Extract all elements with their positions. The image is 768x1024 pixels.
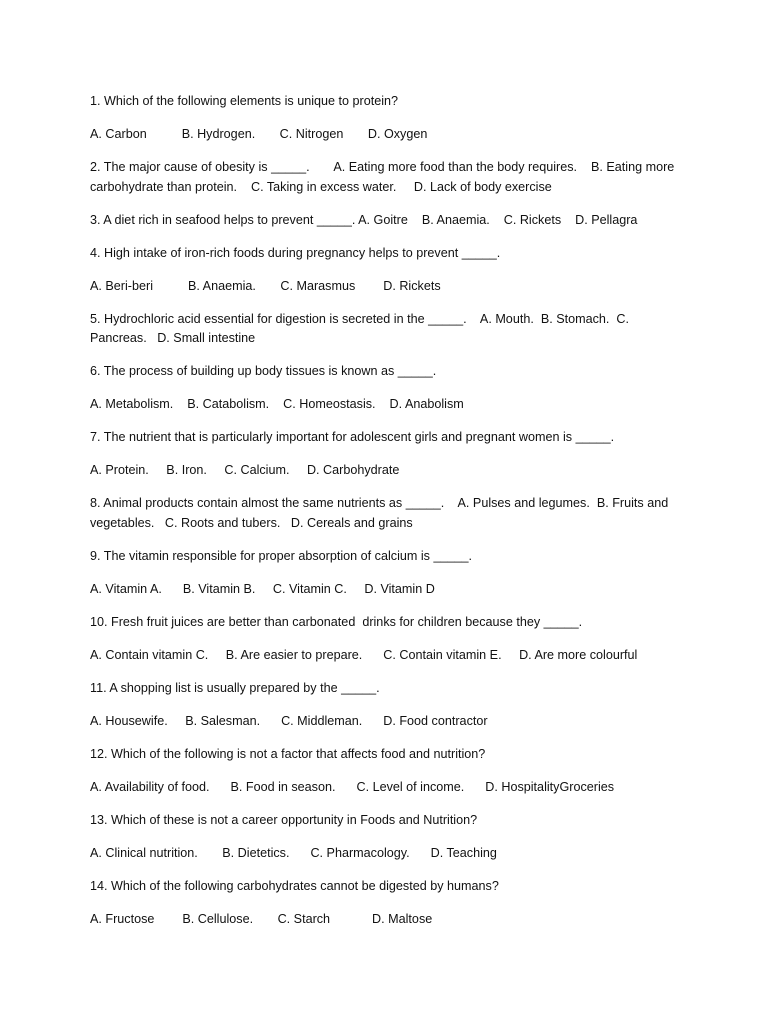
question-8-stem-line2: vegetables. C. Roots and tubers. D. Cereals and grains [90,515,413,530]
question-5-stem-line1: 5. Hydrochloric acid essential for digestion is secreted in the _____. A. Mouth. B. Stomach. C. [90,311,630,326]
question-4-stem: 4. High intake of iron-rich foods during pregnancy helps to prevent _____. [90,245,501,260]
question-1-options: A. Carbon B. Hydrogen. C. Nitrogen D. Oxygen [90,127,428,141]
question-5-stem-line2: Pancreas. D. Small intestine [90,331,256,345]
question-10-stem: 10. Fresh fruit juices are better than carbonated drinks for children because they _____. [90,614,583,629]
question-1-stem: 1. Which of the following elements is unique to protein? [90,94,399,108]
question-sheet [90,92,680,943]
question-11-options: A. Housewife. B. Salesman. C. Middleman. D. Food contractor [90,713,488,728]
question-3-stem: 3. A diet rich in seafood helps to prevent _____. A. Goitre B. Anaemia. C. Rickets D. Pellagra [90,212,638,227]
question-2-stem-line1: 2. The major cause of obesity is _____. A. Eating more food than the body requires. B. Eating more [90,160,675,174]
question-14-options: A. Fructose B. Cellulose. C. Starch D. Maltose [90,911,433,926]
question-13-stem: 13. Which of these is not a career opportunity in Foods and Nutrition? [90,812,478,827]
question-8-stem-line1: 8. Animal products contain almost the same nutrients as _____. A. Pulses and legumes. B. Fruits and [90,496,669,510]
question-14-stem: 14. Which of the following carbohydrates cannot be digested by humans? [90,878,499,893]
question-7-options: A. Protein. B. Iron. C. Calcium. D. Carbohydrate [90,463,400,477]
question-9-stem: 9. The vitamin responsible for proper absorption of calcium is _____. [90,548,472,563]
question-9-options: A. Vitamin A. B. Vitamin B. C. Vitamin C. D. Vitamin D [90,581,435,596]
question-13-options: A. Clinical nutrition. B. Dietetics. C. Pharmacology. D. Teaching [90,845,497,860]
question-7-stem: 7. The nutrient that is particularly important for adolescent girls and pregnant women is _____. [90,430,615,444]
question-4-options: A. Beri-beri B. Anaemia. C. Marasmus D. Rickets [90,278,441,293]
question-10-options: A. Contain vitamin C. B. Are easier to prepare. C. Contain vitamin E. D. Are more colourful [90,647,638,662]
question-2-stem-line2: carbohydrate than protein. C. Taking in excess water. D. Lack of body exercise [90,179,552,194]
question-12-options: A. Availability of food. B. Food in season. C. Level of income. D. HospitalityGroceries [90,779,615,794]
question-6-stem: 6. The process of building up body tissues is known as _____. [90,364,437,378]
question-12-stem: 12. Which of the following is not a factor that affects food and nutrition? [90,746,486,761]
question-6-options: A. Metabolism. B. Catabolism. C. Homeostasis. D. Anabolism [90,397,464,411]
question-11-stem: 11. A shopping list is usually prepared by the _____. [90,680,380,695]
